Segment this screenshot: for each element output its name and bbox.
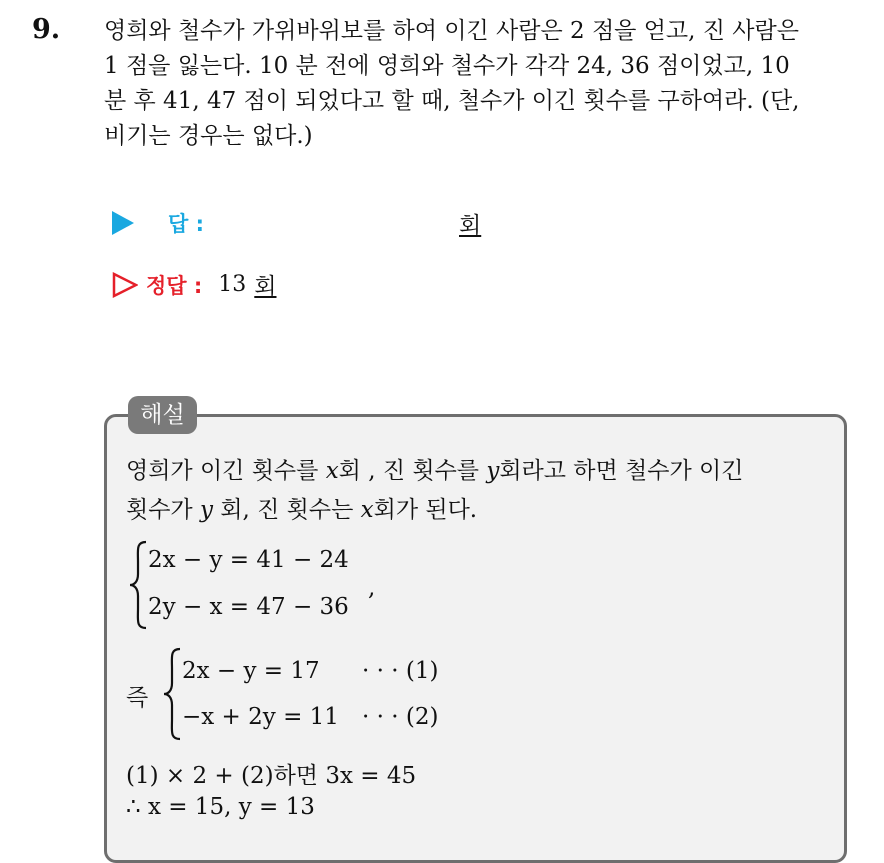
explanation-text: 회라고 하면 철수가 이긴 bbox=[499, 458, 744, 484]
answer-unit: 회 bbox=[459, 213, 482, 239]
math-var: y bbox=[486, 458, 500, 484]
math-expression: 3x = 45 bbox=[325, 763, 417, 789]
system1-equation-2: 2y − x = 47 − 36 bbox=[148, 594, 349, 620]
answer-label: 답 : bbox=[168, 212, 204, 236]
question-number: 9. bbox=[32, 14, 61, 45]
explanation-line-1 bbox=[126, 452, 743, 485]
system2-prefix: 즉 bbox=[126, 685, 149, 711]
math-var: x bbox=[360, 497, 374, 523]
outline-triangle-icon bbox=[112, 272, 138, 298]
correct-answer-row bbox=[112, 268, 277, 301]
question-line: 분 후 41, 47 점이 되었다고 할 때, 철수가 이긴 횟수를 구하여라. (단, bbox=[104, 88, 800, 114]
explanation-tag: 해설 bbox=[128, 396, 197, 434]
question-text bbox=[104, 14, 864, 154]
math-var: x bbox=[325, 458, 339, 484]
system2-tag-2: · · · (2) bbox=[362, 704, 439, 730]
system2-equation-1: 2x − y = 17 bbox=[182, 658, 320, 684]
math-expression: (1) × 2 + (2) bbox=[126, 763, 274, 789]
system1-comma: , bbox=[368, 575, 376, 601]
system-brace-2 bbox=[162, 647, 184, 741]
explanation-line-2 bbox=[126, 491, 477, 524]
explanation-text: 영희가 이긴 횟수를 bbox=[126, 458, 326, 484]
system2-equation-2: −x + 2y = 11 bbox=[182, 704, 339, 730]
play-triangle-icon bbox=[112, 211, 134, 235]
step-line-2: ∴ x = 15, y = 13 bbox=[126, 794, 315, 820]
explanation-text: 회가 된다. bbox=[373, 497, 478, 523]
question-line: 비기는 경우는 없다.) bbox=[104, 123, 313, 149]
system-brace-1 bbox=[128, 540, 150, 630]
explanation-text: 회, 진 횟수는 bbox=[212, 497, 361, 523]
question-line: 영희와 철수가 가위바위보를 하여 이긴 사람은 2 점을 얻고, 진 사람은 bbox=[104, 18, 799, 44]
answer-row bbox=[112, 208, 204, 238]
correct-answer-value: 13 bbox=[218, 272, 247, 297]
explanation-text: 회 , 진 횟수를 bbox=[338, 458, 487, 484]
step-line-1 bbox=[126, 757, 416, 790]
correct-answer-label: 정답 : bbox=[146, 273, 203, 298]
question-line: 1 점을 잃는다. 10 분 전에 영희와 철수가 각각 24, 36 점이었고, 10 bbox=[104, 53, 790, 79]
explanation-text: 횟수가 bbox=[126, 497, 200, 523]
explanation-text: 하면 bbox=[273, 763, 326, 789]
system2-tag-1: · · · (1) bbox=[362, 658, 439, 684]
math-var: y bbox=[199, 497, 213, 523]
correct-answer-unit: 회 bbox=[254, 274, 277, 300]
system1-equation-1: 2x − y = 41 − 24 bbox=[148, 547, 349, 573]
